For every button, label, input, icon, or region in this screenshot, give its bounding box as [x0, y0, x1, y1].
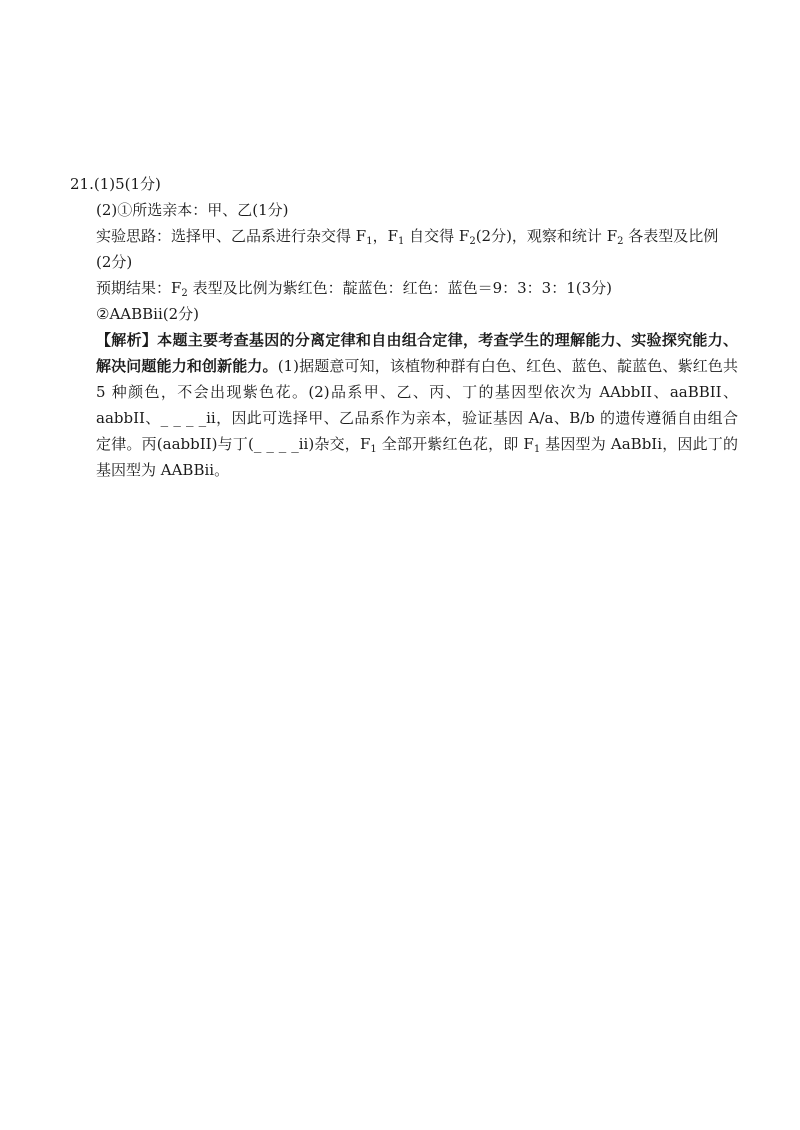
f1-subscript: 1 [533, 444, 541, 455]
experiment-text-e: 各表型及比例 [623, 227, 719, 245]
prediction-text-a: 预期结果：F [96, 279, 182, 297]
analysis-paragraph [70, 327, 738, 483]
experiment-score-text: (2分) [96, 253, 133, 271]
part1-line [70, 171, 738, 197]
answer-block [70, 171, 738, 483]
analysis-heading: 【解析】本题主要考查基因的分离定律和自由组合定律，考查学生的理解能力、实验探究能力、解决问题能力和创新能力。 [96, 331, 738, 375]
f2-subscript: 2 [469, 236, 476, 247]
experiment-text-b: ，F [372, 227, 398, 245]
analysis-text-c: 基因型为 AaBbIi，因此丁的基因型为 AABBii。 [96, 435, 738, 479]
part2-second-line [70, 301, 738, 327]
experiment-text-a: 实验思路：选择甲、乙品系进行杂交得 F [96, 227, 367, 245]
f1-subscript: 1 [370, 444, 377, 455]
prediction-text-b: 表型及比例为紫红色：靛蓝色：红色：蓝色＝9：3：3：1(3分) [187, 279, 612, 297]
part1-text: (1)5(1分) [93, 175, 161, 193]
f2-subscript: 2 [617, 236, 624, 247]
analysis-text-b: 全部开紫红色花，即 F [376, 435, 534, 453]
experiment-text-c: 自交得 F [404, 227, 470, 245]
prediction-line [70, 275, 738, 301]
question-number: 21. [70, 175, 94, 193]
part2-intro-line [70, 197, 738, 223]
f1-subscript: 1 [397, 236, 405, 247]
f2-subscript: 2 [181, 288, 188, 299]
experiment-score-line [70, 249, 738, 275]
part2-second-text: ②AABBii(2分) [96, 305, 200, 323]
analysis-text-a: (1)据题意可知，该植物种群有白色、红色、蓝色、靛蓝色、紫红色共 5 种颜色，不会出现紫色花。(2)品系甲、乙、丙、丁的基因型依次为 AAbbII、aaBBII、aabbII、_ _ _ _ii，因此可选择甲、乙品系作为亲本，验证基因 A/a、B/b 的遗传遵循自由组合定律。丙(aabbII)与丁(_ _ _ _ii)杂交，F [96, 357, 738, 453]
f1-subscript: 1 [366, 236, 373, 247]
experiment-line [70, 223, 738, 249]
experiment-text-d: (2分)，观察和统计 F [475, 227, 618, 245]
part2-intro-text: (2)①所选亲本：甲、乙(1分) [96, 201, 289, 219]
